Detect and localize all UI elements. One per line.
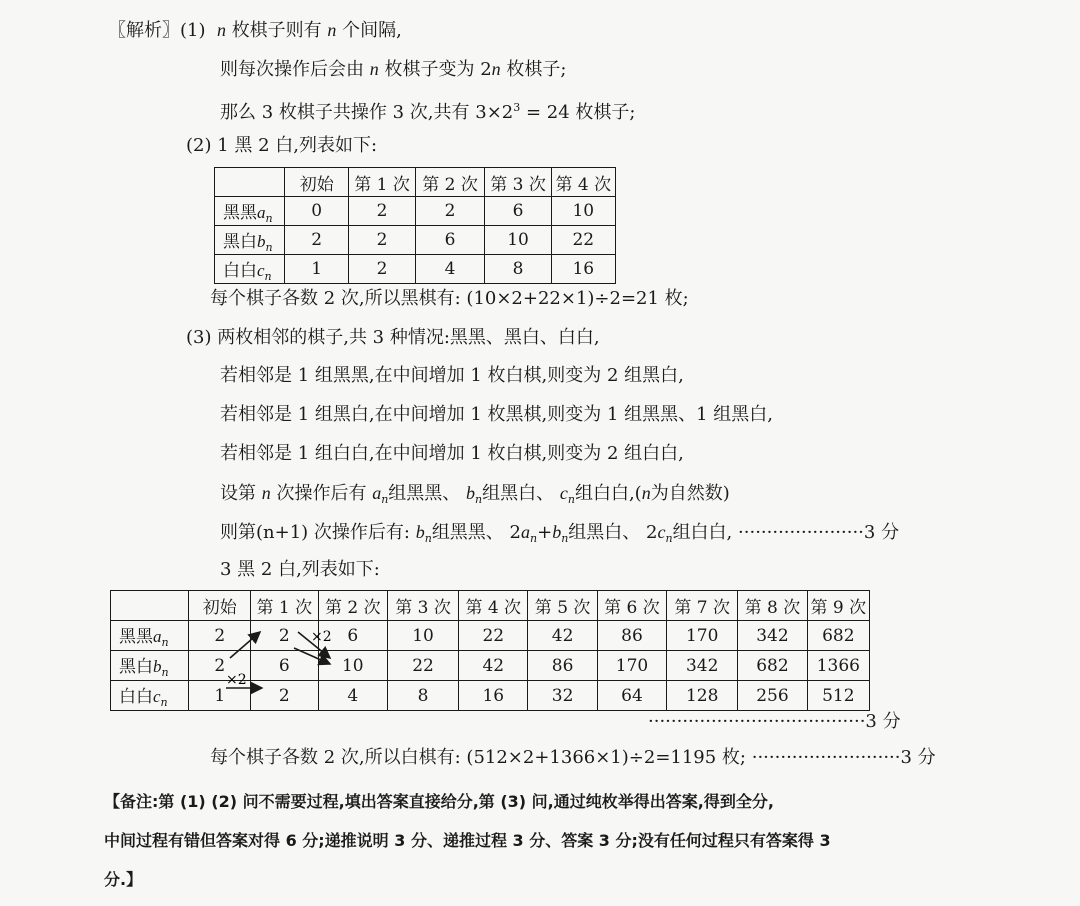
part2-conclusion-text: 每个棋子各数 2 次,所以黑棋有: bbox=[210, 288, 461, 309]
table-cell: 6 bbox=[251, 651, 319, 681]
table-cell: 4 bbox=[415, 255, 485, 284]
table-header-cell: 第 5 次 bbox=[528, 591, 597, 621]
part1-line3-exp: 3 bbox=[513, 101, 521, 114]
table-cell: 6 bbox=[485, 197, 551, 226]
part3-intro2: 3 黑 2 白,列表如下: bbox=[220, 559, 380, 580]
row-var: c bbox=[257, 260, 265, 280]
sub-n: n bbox=[567, 493, 575, 506]
recur-t4: 组黑白、 bbox=[568, 522, 641, 543]
annot-x2-top: ×2 bbox=[311, 629, 332, 645]
table-cell: 1 bbox=[189, 681, 251, 711]
table-header-cell: 第 2 次 bbox=[415, 168, 485, 197]
table-header-cell: 第 1 次 bbox=[349, 168, 415, 197]
table-cell: 1366 bbox=[807, 651, 869, 681]
var-n: n bbox=[369, 59, 379, 79]
recur-t2: 次操作后有: bbox=[313, 522, 410, 543]
row-var: a bbox=[257, 202, 266, 222]
recur-score: ······················3 分 bbox=[738, 522, 900, 543]
table-cell: 42 bbox=[528, 621, 597, 651]
row-label: 黑黑 bbox=[223, 202, 257, 223]
table-header-cell: 第 1 次 bbox=[251, 591, 319, 621]
table-cell: 128 bbox=[667, 681, 738, 711]
table-header-cell: 第 6 次 bbox=[597, 591, 666, 621]
recur-coef-c: 2 bbox=[646, 522, 658, 543]
row-sub: n bbox=[265, 211, 273, 225]
table-header-cell: 第 4 次 bbox=[551, 168, 615, 197]
table-header-cell: 第 3 次 bbox=[387, 591, 458, 621]
part3-score-line: ······································3 分 bbox=[648, 711, 901, 732]
sub-n: n bbox=[530, 532, 538, 545]
part3-intro: (3) 两枚相邻的棋子,共 3 种情况:黑黑、黑白、白白, bbox=[186, 327, 600, 348]
sub-n: n bbox=[561, 532, 569, 545]
part3-case1: 若相邻是 1 组黑黑,在中间增加 1 枚白棋,则变为 2 组黑白, bbox=[220, 365, 684, 386]
table-header-cell: 第 2 次 bbox=[318, 591, 387, 621]
table-cell: 64 bbox=[597, 681, 666, 711]
note-line3: 分.】 bbox=[104, 870, 143, 889]
row-sub: n bbox=[161, 636, 169, 649]
table-cell: 512 bbox=[807, 681, 869, 711]
row-var: a bbox=[153, 627, 162, 646]
arrow-b-to-b bbox=[294, 648, 330, 664]
part1-line2-coef: 2 bbox=[480, 59, 492, 80]
sub-n: n bbox=[475, 493, 483, 506]
table-cell: 170 bbox=[667, 621, 738, 651]
note-line1: 【备注:第 (1) (2) 问不需要过程,填出答案直接给分,第 (3) 问,通过纯枚举得出答案,得到全分, bbox=[104, 792, 774, 811]
row-sub: n bbox=[264, 269, 272, 283]
sub-n: n bbox=[381, 493, 389, 506]
row-label: 黑白 bbox=[223, 231, 257, 252]
table-cell: 10 bbox=[318, 651, 387, 681]
table-cell: 8 bbox=[485, 255, 551, 284]
part3-case2: 若相邻是 1 组黑白,在中间增加 1 枚黑棋,则变为 1 组黑黑、1 组黑白, bbox=[220, 404, 774, 425]
part1-line3-text: 那么 3 枚棋子共操作 3 次,共有 bbox=[220, 102, 470, 123]
recur-t1: 则第 bbox=[220, 522, 256, 543]
row-var: b bbox=[153, 657, 162, 676]
table-cell: 86 bbox=[528, 651, 597, 681]
sub-n: n bbox=[424, 532, 432, 545]
annot-x2-bottom: ×2 bbox=[226, 672, 247, 688]
table-cell: 22 bbox=[459, 621, 528, 651]
table-cell: 16 bbox=[551, 255, 615, 284]
var-a: a bbox=[372, 483, 382, 503]
table-header-cell: 初始 bbox=[285, 168, 349, 197]
row-label: 黑黑 bbox=[119, 627, 153, 647]
table-cell: 2 bbox=[349, 197, 415, 226]
row-label: 黑白 bbox=[119, 657, 153, 677]
part2-intro: (2) 1 黑 2 白,列表如下: bbox=[186, 135, 378, 156]
table-cell: 2 bbox=[415, 197, 485, 226]
table-header-cell: 第 3 次 bbox=[485, 168, 551, 197]
recur-coef-a: 2 bbox=[509, 522, 521, 543]
table-cell: 256 bbox=[738, 681, 807, 711]
table-header-cell: 第 9 次 bbox=[807, 591, 869, 621]
part3-conclusion-text: 每个棋子各数 2 次,所以白棋有: bbox=[210, 747, 461, 768]
recur-plus: + bbox=[537, 522, 553, 543]
arrow-b-to-a bbox=[230, 632, 260, 658]
var-c: c bbox=[559, 483, 568, 503]
part1-line3-expr: 3×2 bbox=[475, 102, 514, 123]
part3-conclusion-expr: (512×2+1366×1)÷2=1195 枚; bbox=[466, 747, 746, 768]
row-sub: n bbox=[265, 240, 273, 254]
recur-paren: (n+1) bbox=[256, 522, 309, 543]
assume-t5: 组白白,( bbox=[574, 483, 642, 504]
sub-n: n bbox=[665, 532, 673, 545]
table-cell: 42 bbox=[459, 651, 528, 681]
table-cell: 2 bbox=[251, 681, 319, 711]
table-cell: 170 bbox=[597, 651, 666, 681]
row-label: 白白 bbox=[119, 687, 153, 707]
table-cell: 10 bbox=[551, 197, 615, 226]
recur-t5: 组白白, bbox=[672, 522, 733, 543]
part3-conclusion bbox=[210, 746, 936, 770]
row-label: 白白 bbox=[223, 260, 257, 281]
var-n: n bbox=[261, 483, 271, 503]
var-b: b bbox=[552, 522, 562, 542]
table-cell: 6 bbox=[415, 226, 485, 255]
part1-line1-text: 枚棋子则有 bbox=[231, 20, 322, 41]
table-cell: 0 bbox=[285, 197, 349, 226]
table-cell: 2 bbox=[189, 651, 251, 681]
table-cell: 4 bbox=[318, 681, 387, 711]
table-cell: 2 bbox=[349, 226, 415, 255]
assume-t4: 组黑白、 bbox=[482, 483, 555, 504]
table-header-cell: 初始 bbox=[189, 591, 251, 621]
var-b: b bbox=[415, 522, 425, 542]
row-var: c bbox=[153, 687, 161, 706]
table-cell: 8 bbox=[387, 681, 458, 711]
table-cell: 1 bbox=[285, 255, 349, 284]
recur-t3: 组黑黑、 bbox=[431, 522, 504, 543]
table-cell: 342 bbox=[738, 621, 807, 651]
table-cell: 2 bbox=[349, 255, 415, 284]
note-line2: 中间过程有错但答案对得 6 分;递推说明 3 分、递推过程 3 分、答案 3 分;没有任何过程只有答案得 3 bbox=[104, 831, 831, 850]
table-cell: 2 bbox=[251, 621, 319, 651]
assume-t3: 组黑黑、 bbox=[388, 483, 461, 504]
part1-line1-end: 个间隔, bbox=[342, 20, 402, 41]
row-sub: n bbox=[161, 666, 169, 679]
table-cell: 86 bbox=[597, 621, 666, 651]
part1-line2-end: 枚棋子; bbox=[506, 59, 567, 80]
table-cell: 2 bbox=[285, 226, 349, 255]
table-cell: 682 bbox=[807, 621, 869, 651]
assume-t1: 设第 bbox=[220, 483, 256, 504]
table-cell: 682 bbox=[738, 651, 807, 681]
table-cell: 16 bbox=[459, 681, 528, 711]
part1-head: 〖解析〗(1) bbox=[108, 20, 206, 41]
row-sub: n bbox=[160, 696, 168, 709]
table-header-cell: 第 8 次 bbox=[738, 591, 807, 621]
table-cell: 10 bbox=[387, 621, 458, 651]
var-n: n bbox=[641, 483, 651, 503]
table-cell: 22 bbox=[551, 226, 615, 255]
assume-t2: 次操作后有 bbox=[276, 483, 367, 504]
var-n: n bbox=[216, 20, 226, 40]
row-var: b bbox=[257, 231, 266, 251]
table-cell: 342 bbox=[667, 651, 738, 681]
part1-line3-result: = 24 枚棋子; bbox=[525, 102, 636, 123]
table-header-cell: 第 4 次 bbox=[459, 591, 528, 621]
part2-conclusion-expr: (10×2+22×1)÷2=21 枚; bbox=[466, 288, 689, 309]
table-cell: 32 bbox=[528, 681, 597, 711]
table-cell: 6 bbox=[318, 621, 387, 651]
part3-case3: 若相邻是 1 组白白,在中间增加 1 枚白棋,则变为 2 组白白, bbox=[220, 443, 684, 464]
var-n: n bbox=[491, 59, 501, 79]
table-cell: 2 bbox=[189, 621, 251, 651]
var-b: b bbox=[466, 483, 476, 503]
part1-line2-text: 则每次操作后会由 bbox=[220, 59, 364, 80]
var-n: n bbox=[327, 20, 337, 40]
table-cell: 22 bbox=[387, 651, 458, 681]
table-cell: 10 bbox=[485, 226, 551, 255]
assume-t6: 为自然数) bbox=[650, 483, 730, 504]
table-header-cell: 第 7 次 bbox=[667, 591, 738, 621]
var-a: a bbox=[521, 522, 530, 542]
part1-line2-mid: 枚棋子变为 bbox=[384, 59, 475, 80]
part3-conclusion-score: ··························3 分 bbox=[751, 747, 936, 768]
var-c: c bbox=[657, 522, 666, 542]
